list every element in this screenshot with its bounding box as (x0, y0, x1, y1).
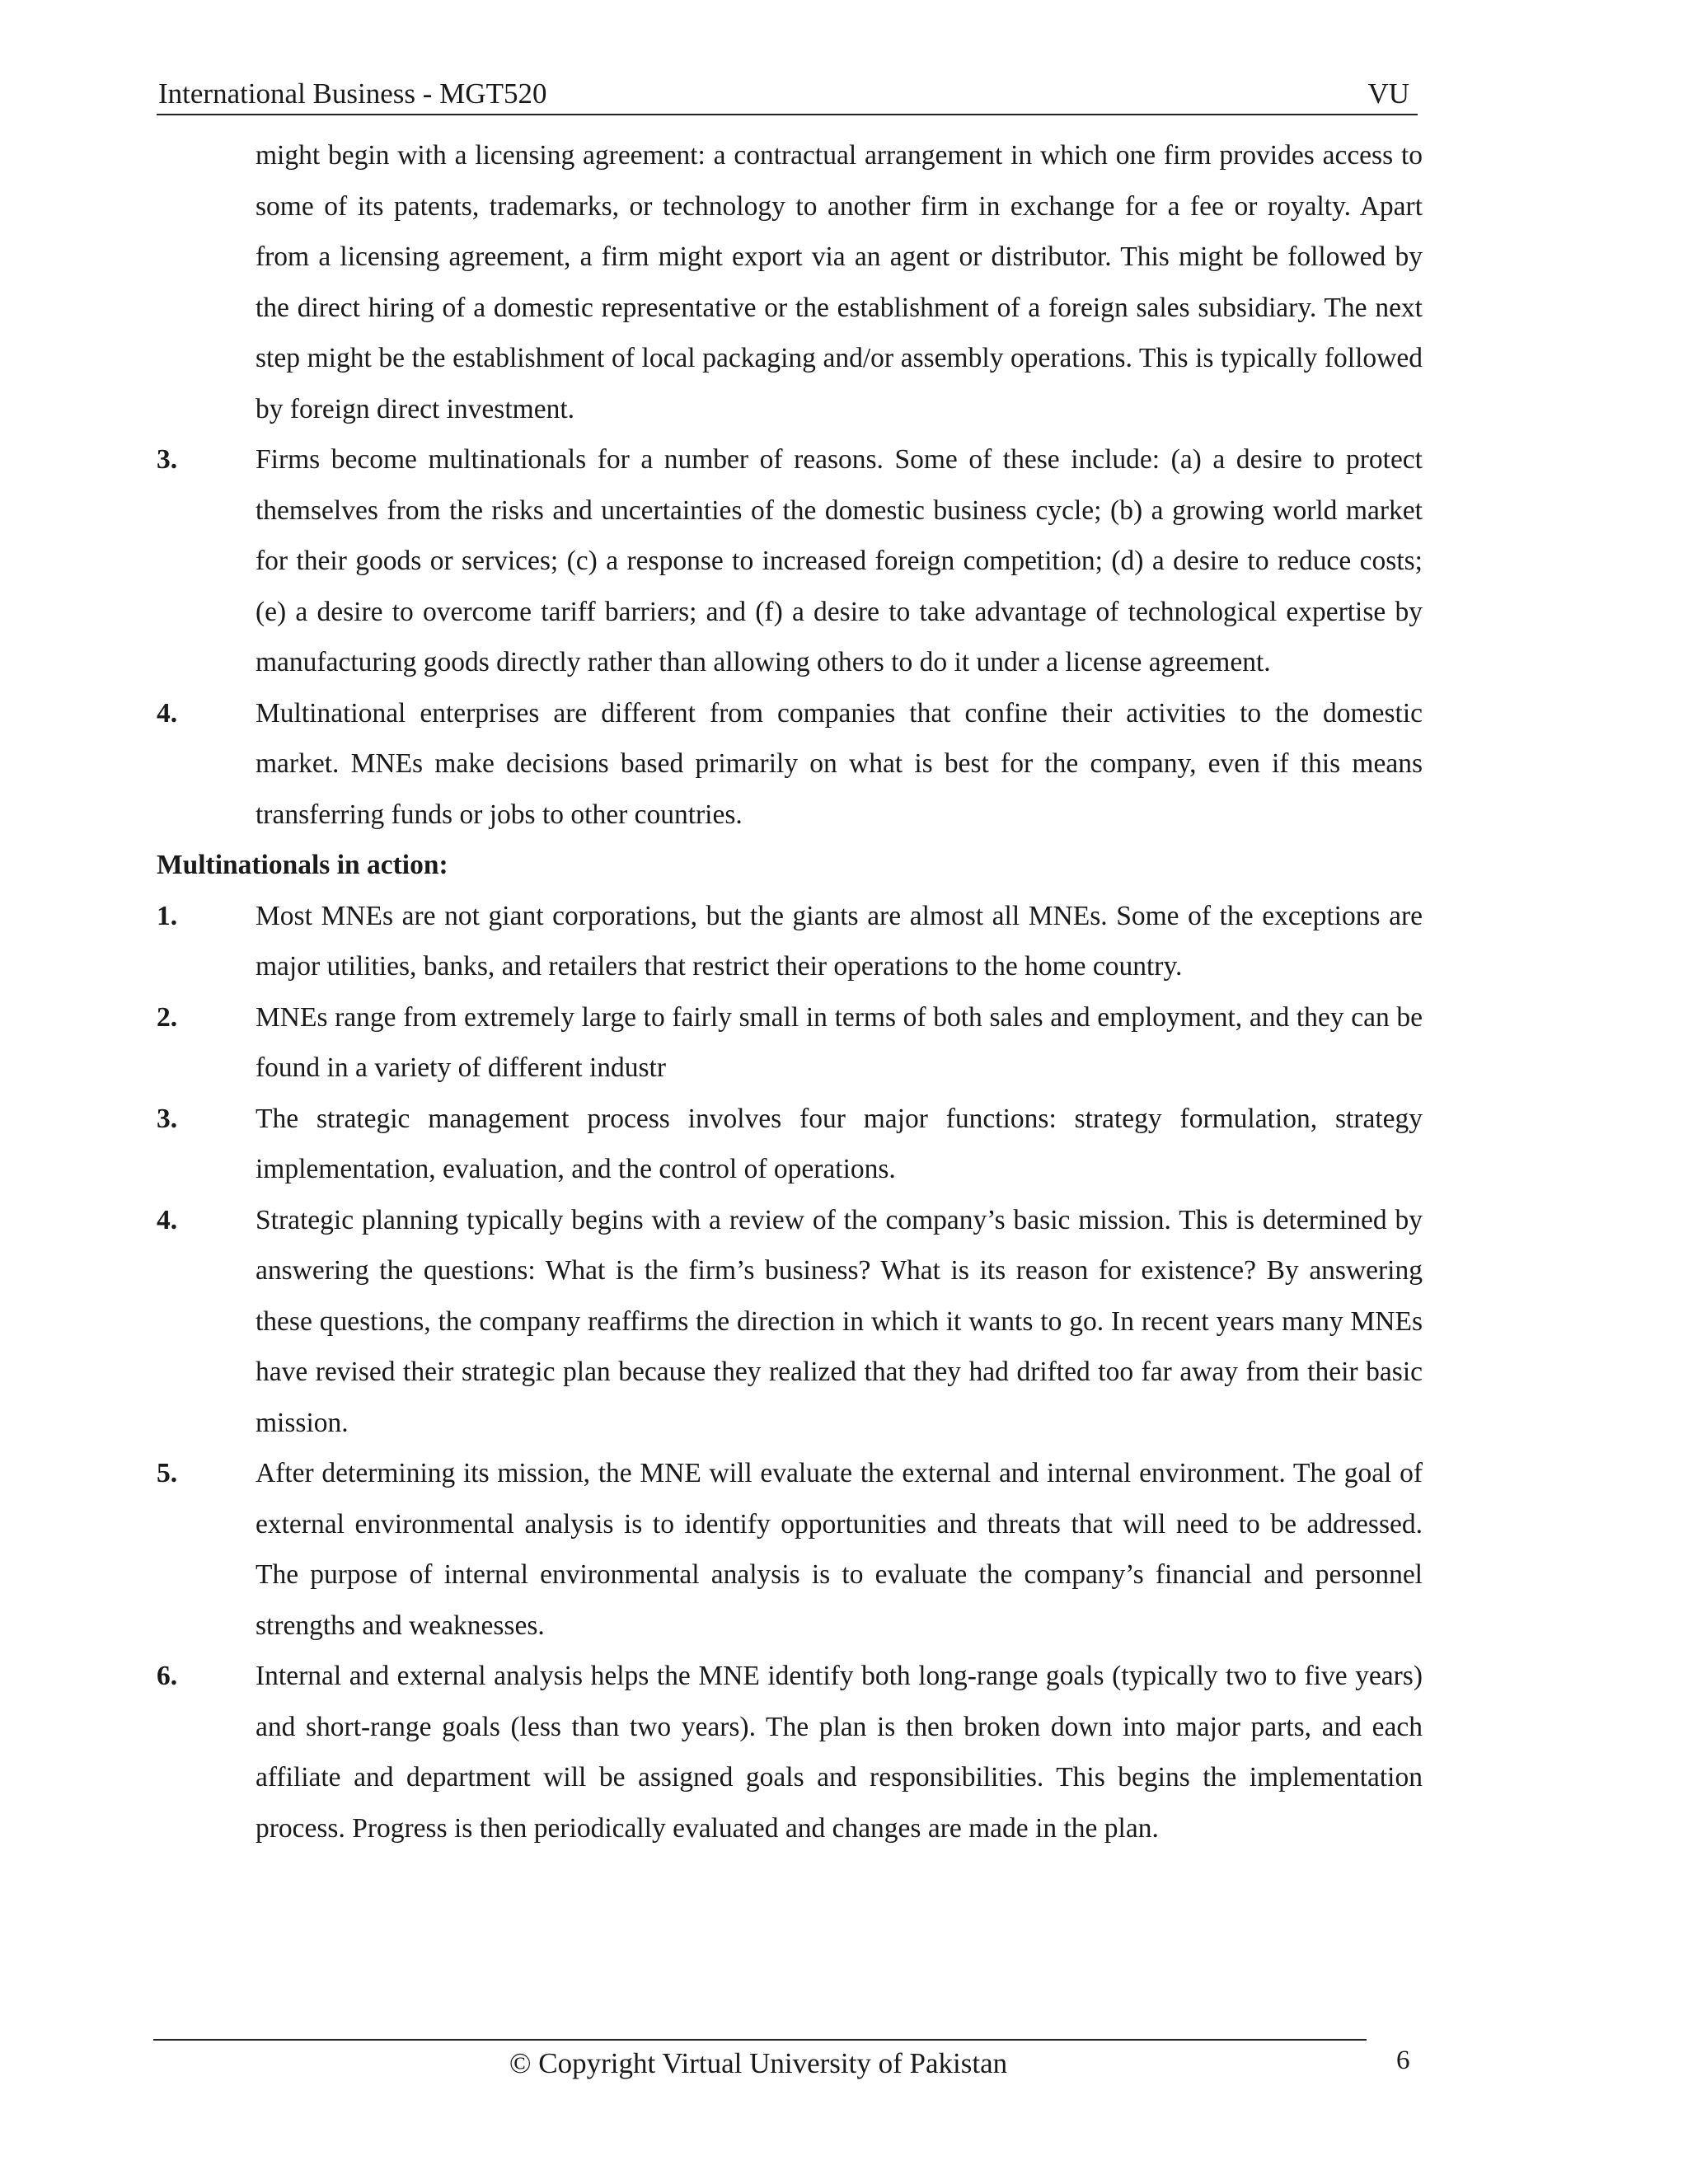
item-text: Strategic planning typically begins with a review of the company’s basic mission. This is determined by answering the questions: What is the firm’s business? What is its reason for existence? By answering these questions, the company reaffirms the direction in which it wants to go. In recent years many MNEs have revised their strategic plan because they realized that they had drifted too far away from their basic mission. (256, 1204, 1423, 1438)
item-number: 4. (157, 697, 178, 729)
list-item (157, 1195, 1423, 1449)
list-item (157, 891, 1423, 992)
item-number: 6. (157, 1661, 178, 1691)
paragraph-text: might begin with a licensing agreement: a contractual arrangement in which one firm provides access to some of its patents, trademarks, or technology to another firm in exchange for a fee or royalty. Apart from a licensing agreement, a firm might export via an agent or distributor. This might be followed by the direct hiring of a domestic representative or the establishment of a foreign sales subsidiary. The next step might be the establishment of local packaging and/or assembly operations. This is typically followed by foreign direct investment. (256, 140, 1423, 424)
item-text: The strategic management process involves four major functions: strategy formulation, strategy implementation, evaluation, and the control of operations. (256, 1103, 1423, 1184)
item-text: Multinational enterprises are different from companies that confine their activities to the domestic market. MNEs make decisions based primarily on what is best for the company, even if this means transferring funds or jobs to other countries. (256, 697, 1423, 830)
item-text: Internal and external analysis helps the MNE identify both long-range goals (typically two to five years) and short-range goals (less than two years). The plan is then broken down into major parts, and each affiliate and department will be assigned goals and responsibilities. This begins the implementation process. Progress is then periodically evaluated and changes are made in the plan. (256, 1661, 1423, 1844)
item-number: 4. (157, 1204, 178, 1235)
page-header (157, 76, 1418, 115)
item-number: 3. (157, 444, 178, 475)
list-item (157, 1094, 1423, 1195)
institution-short-name: VU (1367, 77, 1409, 110)
list-item (157, 1448, 1423, 1651)
list-item (157, 688, 1423, 841)
course-title: International Business - MGT520 (158, 77, 547, 110)
page-number: 6 (1396, 2046, 1410, 2075)
list-item (157, 992, 1423, 1094)
item-number: 1. (157, 900, 178, 931)
footer-divider (153, 2039, 1367, 2041)
item-text: Firms become multinationals for a number of reasons. Some of these include: (a) a desire to protect themselves from the risks and uncertainties of the domestic business cycle; (b) a growing world market for their goods or services; (c) a response to increased foreign competition; (d) a desire to reduce costs; (e) a desire to overcome tariff barriers; and (f) a desire to take advantage of technological expertise by manufacturing goods directly rather than allowing others to do it under a license agreement. (256, 444, 1423, 677)
section-heading: Multinationals in action: (157, 850, 448, 880)
list-item (157, 434, 1423, 688)
list-item (157, 1651, 1423, 1854)
document-body (157, 130, 1423, 1854)
continuation-paragraph (157, 130, 1423, 434)
item-text: After determining its mission, the MNE will evaluate the external and internal environment. The goal of external environmental analysis is to identify opportunities and threats that will need to be addressed. The purpose of internal environmental analysis is to evaluate the company’s financial and personnel strengths and weaknesses. (256, 1458, 1423, 1641)
copyright-notice: © Copyright Virtual University of Pakistan (509, 2047, 1008, 2079)
item-text: Most MNEs are not giant corporations, but the giants are almost all MNEs. Some of the exceptions are major utilities, banks, and retailers that restrict their operations to the home country. (256, 900, 1423, 982)
item-number: 2. (157, 1001, 178, 1033)
item-number: 3. (157, 1103, 178, 1134)
item-number: 5. (157, 1458, 178, 1488)
item-text: MNEs range from extremely large to fairly small in terms of both sales and employment, and they can be found in a variety of different industr (256, 1001, 1423, 1083)
